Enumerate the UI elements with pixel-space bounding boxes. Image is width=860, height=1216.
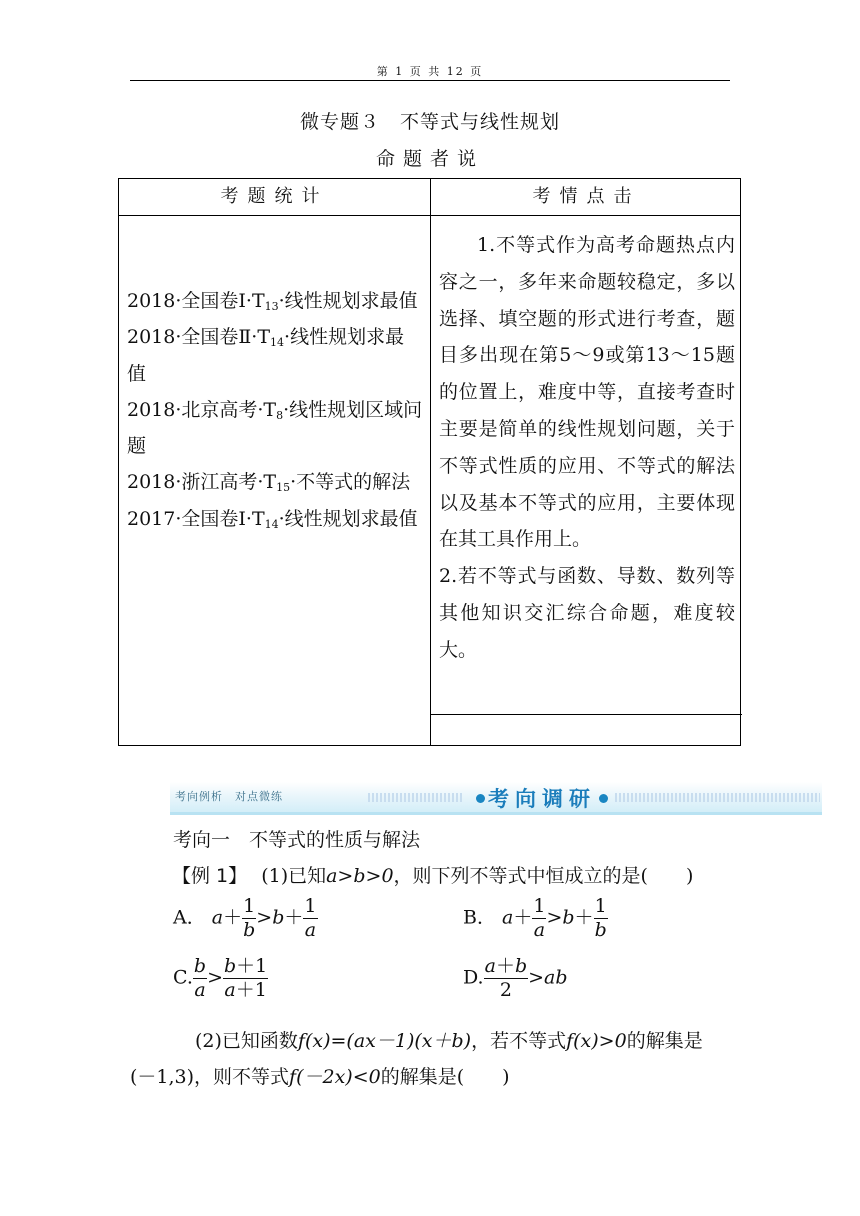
banner-dots-right <box>615 793 820 802</box>
option-c: C. $\frac{b}{a}$ > $\frac{b+1}{a+1}$ <box>173 955 268 1001</box>
example-1-question-1: 【例 1】 (1)已知a>b>0，则下列不等式中恒成立的是( ) <box>172 865 694 887</box>
banner-subtitle: 考向例析 对点微练 <box>175 790 283 803</box>
table-header-exam-stats: 考题统计 <box>220 186 329 207</box>
fraction: $\frac{1}{a}$ <box>533 895 546 941</box>
header-rule <box>130 80 730 81</box>
fraction: $\frac{a+b}{2}$ <box>484 955 528 1001</box>
example-label: 【例 1】 <box>172 865 248 887</box>
exam-point-2: 2.若不等式与函数、导数、数列等其他知识交汇综合命题，难度较大。 <box>439 565 735 661</box>
section-1-title: 考向一 不等式的性质与解法 <box>173 829 421 851</box>
banner-bullet-icon <box>599 794 608 803</box>
example-1-question-2-line-2: (－1,3)，则不等式f(－2x)<0的解集是( ) <box>130 1066 510 1088</box>
exam-points-text <box>439 227 735 669</box>
section-heading: 命题者说 <box>375 148 484 170</box>
option-b: B． a＋ $\frac{1}{a}$ >b＋ $\frac{1}{b}$ <box>463 895 607 941</box>
stats-item: 2018·全国卷$Ⅰ\cdot T_{13}\cdot$线性规划求最值 <box>127 290 418 313</box>
table-header-rule <box>119 215 740 216</box>
banner-title: 考向调研 <box>488 787 596 811</box>
exam-info-table <box>118 178 741 746</box>
section-banner <box>170 782 822 815</box>
example-1-question-2-line-1: (2)已知函数f(x)=(ax－1)(x＋b)，若不等式f(x)>0的解集是 <box>195 1030 703 1052</box>
fraction: $\frac{b+1}{a+1}$ <box>224 955 268 1001</box>
fraction: $\frac{b}{a}$ <box>193 955 207 1001</box>
stats-item: 2018·北京高考$\cdot T_8\cdot$线性规划区域问题 <box>127 398 423 458</box>
exam-stats-list <box>127 283 423 537</box>
stats-item: 2018·全国卷$Ⅱ\cdot T_{14}\cdot$线性规划求最值 <box>127 326 405 385</box>
table-header-exam-points: 考情点击 <box>532 186 641 207</box>
option-a: A． a＋ $\frac{1}{b}$ >b＋ $\frac{1}{a}$ <box>173 895 317 941</box>
stats-item: 2017·全国卷$Ⅰ\cdot T_{14}\cdot$线性规划求最值 <box>127 507 418 531</box>
banner-dots-left <box>368 793 463 802</box>
stats-item: 2018·浙江高考$\cdot T_{15}\cdot$不等式的解法 <box>127 471 411 495</box>
table-bottom-row-rule <box>430 714 742 715</box>
fraction: $\frac{1}{b}$ <box>243 895 256 941</box>
table-column-divider <box>430 179 431 745</box>
option-d: D. $\frac{a+b}{2}$ >ab <box>463 955 568 1001</box>
document-title: 微专题３ 不等式与线性规划 <box>299 111 560 133</box>
fraction: $\frac{1}{a}$ <box>304 895 317 941</box>
fraction: $\frac{1}{b}$ <box>594 895 607 941</box>
page-number-header: 第 1 页 共 12 页 <box>376 65 484 78</box>
banner-bullet-icon <box>476 794 485 803</box>
exam-point-1: 1.不等式作为高考命题热点内容之一，多年来命题较稳定，多以选择、填空题的形式进行考查，题目多出现在第5～9或第13～15题的位置上，难度中等，直接考查时主要是简单的线性规划问题，关于不等式性质的应用、不等式的解法以及基本不等式的应用，主要体现在其工具作用上。 <box>439 234 735 551</box>
